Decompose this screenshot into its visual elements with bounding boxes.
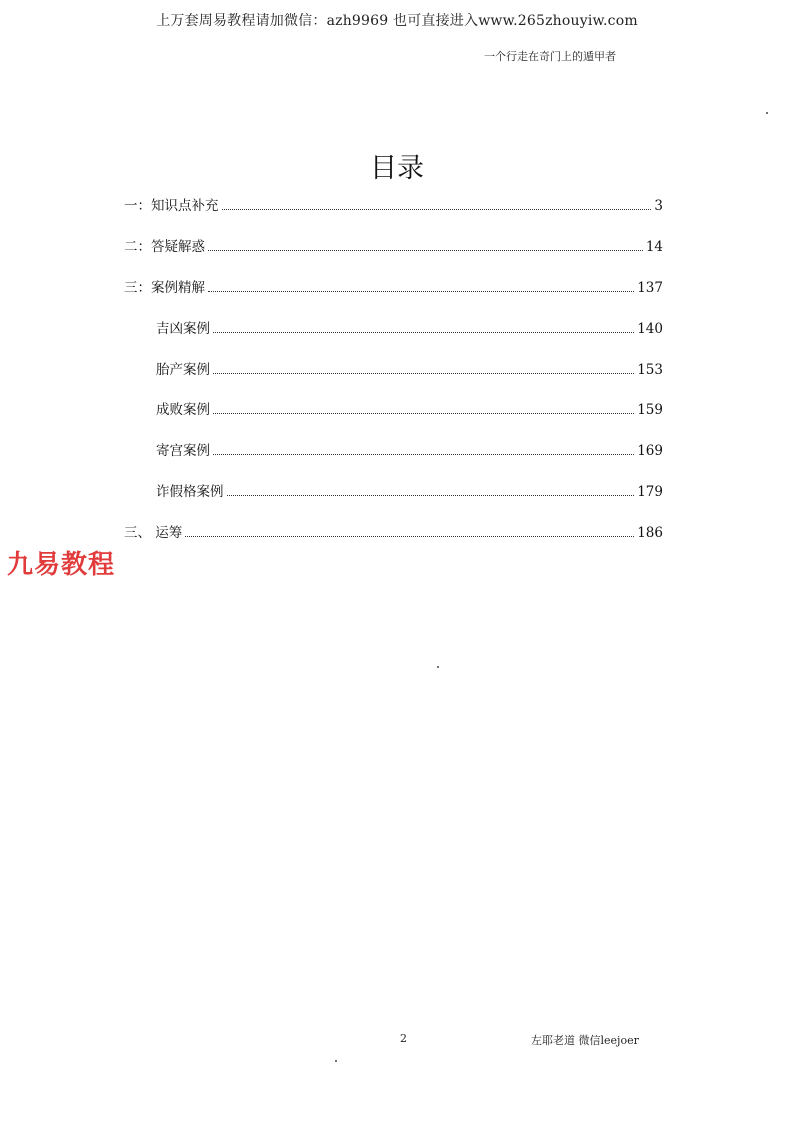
toc-entry[interactable] <box>124 521 663 541</box>
toc-entry-page: 159 <box>637 402 663 418</box>
toc-entry-page: 179 <box>637 484 663 500</box>
toc-leader-dots <box>213 413 634 414</box>
toc-leader-dots <box>185 536 634 537</box>
toc-entry-page: 153 <box>637 362 663 378</box>
footer-author: 左耶老道 微信leejoer <box>531 1034 639 1047</box>
toc-leader-dots <box>222 209 652 210</box>
toc-entry-page: 169 <box>637 443 663 459</box>
toc-entry-label: 一：知识点补充 <box>124 198 219 214</box>
toc-leader-dots <box>213 373 634 374</box>
toc-leader-dots <box>227 495 635 496</box>
scan-speck <box>766 112 768 114</box>
scan-speck <box>335 1060 337 1062</box>
toc-entry[interactable] <box>124 194 663 214</box>
toc-entry-label: 吉凶案例 <box>156 321 210 337</box>
toc-leader-dots <box>213 332 634 333</box>
toc-entry-page: 3 <box>654 198 663 214</box>
toc-entry[interactable] <box>156 439 663 459</box>
watermark-logo: 九易教程 <box>7 550 116 580</box>
toc-leader-dots <box>208 291 634 292</box>
toc-entry-page: 186 <box>637 525 663 541</box>
toc-entry-label: 成败案例 <box>156 402 210 418</box>
toc-entry-label: 二：答疑解惑 <box>124 239 205 255</box>
toc-entry-label: 胎产案例 <box>156 362 210 378</box>
toc-entry-page: 137 <box>637 280 663 296</box>
page-header: 一个行走在奇门上的遁甲者 <box>484 50 616 63</box>
toc-leader-dots <box>208 250 643 251</box>
toc-entry[interactable] <box>156 317 663 337</box>
toc-entry-label: 寄宫案例 <box>156 443 210 459</box>
toc-entry-label: 诈假格案例 <box>156 484 224 500</box>
page-title: 目录 <box>370 153 424 184</box>
toc-entry-label: 三、 运筹 <box>124 525 183 541</box>
toc-entry[interactable] <box>156 358 663 378</box>
toc-entry-page: 140 <box>637 321 663 337</box>
toc-entry-page: 14 <box>645 239 663 255</box>
top-banner: 上万套周易教程请加微信：azh9969 也可直接进入www.265zhouyiw.com <box>156 13 638 29</box>
toc-entry[interactable] <box>124 235 663 255</box>
footer-page-number: 2 <box>400 1032 407 1045</box>
toc-entry[interactable] <box>124 276 663 296</box>
scan-speck <box>437 666 439 668</box>
toc-entry[interactable] <box>156 398 663 418</box>
toc-leader-dots <box>213 454 634 455</box>
toc-entry[interactable] <box>156 480 663 500</box>
toc-entry-label: 三：案例精解 <box>124 280 205 296</box>
